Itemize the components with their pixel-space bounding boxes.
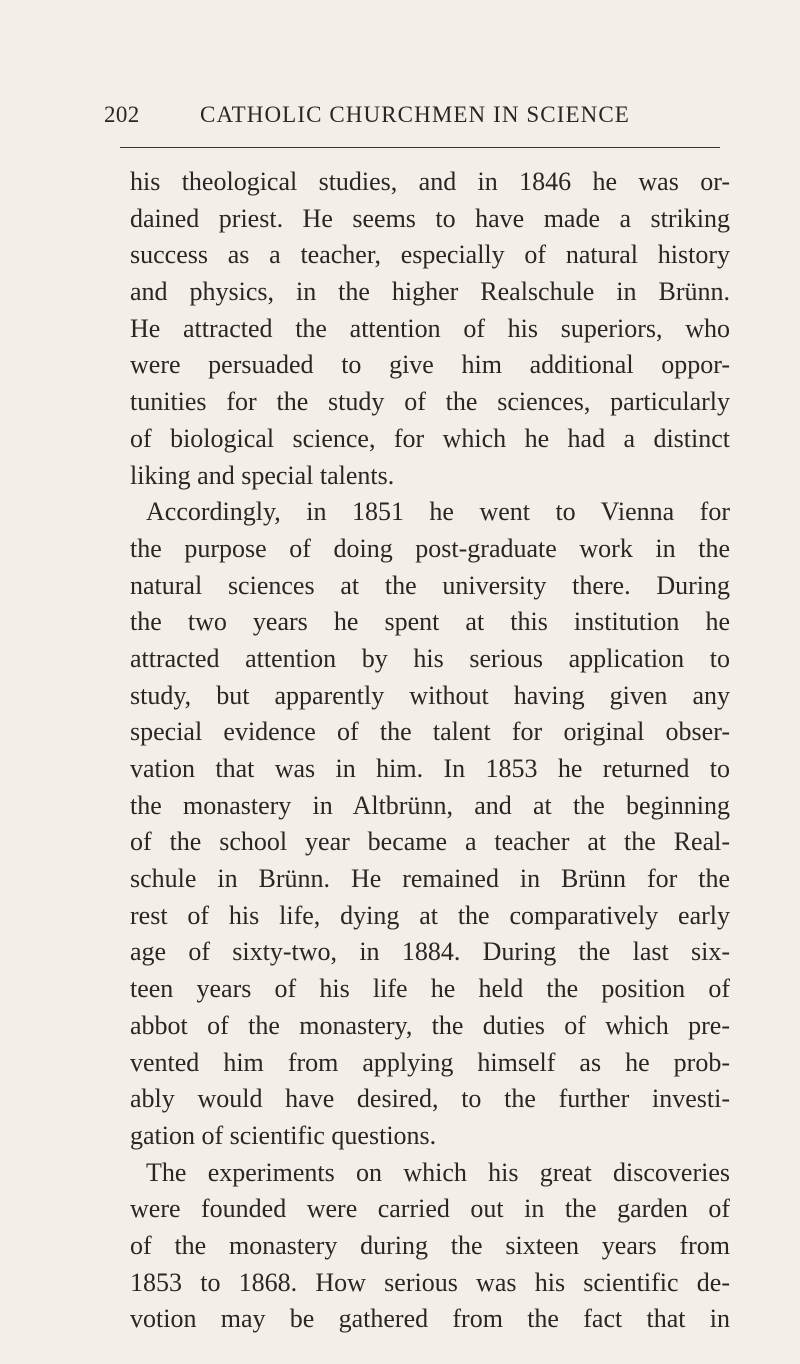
text-line: were founded were carried out in the garden of	[130, 1194, 730, 1224]
text-line: ably would have desired, to the further investi-	[130, 1084, 730, 1114]
text-line: his theological studies, and in 1846 he was or-	[130, 167, 730, 196]
text-line: Accordingly, in 1851 he went to Vienna for	[146, 497, 730, 527]
text-line: vented him from applying himself as he prob-	[130, 1047, 730, 1077]
text-line: and physics, in the higher Realschule in Brünn.	[130, 277, 730, 307]
text-line: natural sciences at the university there. During	[130, 570, 730, 600]
text-line: votion may be gathered from the fact that in	[130, 1304, 730, 1334]
text-line: of biological science, for which he had a distinct	[130, 423, 730, 453]
text-line: liking and special talents.	[130, 460, 395, 490]
text-line: schule in Brünn. He remained in Brünn for the	[130, 864, 730, 894]
text-line: age of sixty-two, in 1884. During the last six-	[130, 937, 730, 967]
body-text	[130, 164, 730, 1338]
text-line: attracted attention by his serious application to	[130, 643, 730, 673]
page-header	[104, 102, 724, 138]
page-number: 202	[104, 102, 140, 127]
text-line: of the monastery during the sixteen years from	[130, 1230, 730, 1260]
text-line: rest of his life, dying at the comparatively early	[130, 900, 730, 930]
text-line: the purpose of doing post-graduate work in the	[130, 533, 730, 563]
text-line: success as a teacher, especially of natural history	[130, 240, 730, 270]
text-line: were persuaded to give him additional oppor-	[130, 350, 730, 380]
text-line: He attracted the attention of his superiors, who	[130, 313, 730, 343]
header-rule	[120, 147, 720, 148]
text-line: 1853 to 1868. How serious was his scientific de-	[130, 1267, 730, 1297]
text-line: The experiments on which his great discoveries	[146, 1157, 730, 1187]
text-line: abbot of the monastery, the duties of which pre-	[130, 1010, 730, 1040]
text-line: study, but apparently without having given any	[130, 680, 730, 710]
text-line: vation that was in him. In 1853 he returned to	[130, 754, 730, 783]
text-line: of the school year became a teacher at the Real-	[130, 827, 730, 857]
text-line: tunities for the study of the sciences, particularly	[130, 387, 730, 417]
text-line: dained priest. He seems to have made a striking	[130, 203, 730, 233]
text-line: special evidence of the talent for original obser-	[130, 717, 730, 747]
text-line: the two years he spent at this institution he	[130, 607, 730, 637]
running-head: CATHOLIC CHURCHMEN IN SCIENCE	[200, 102, 630, 127]
text-line: teen years of his life he held the position of	[130, 974, 730, 1004]
text-line: gation of scientific questions.	[130, 1120, 437, 1150]
text-line: the monastery in Altbrünn, and at the beginning	[130, 790, 730, 820]
